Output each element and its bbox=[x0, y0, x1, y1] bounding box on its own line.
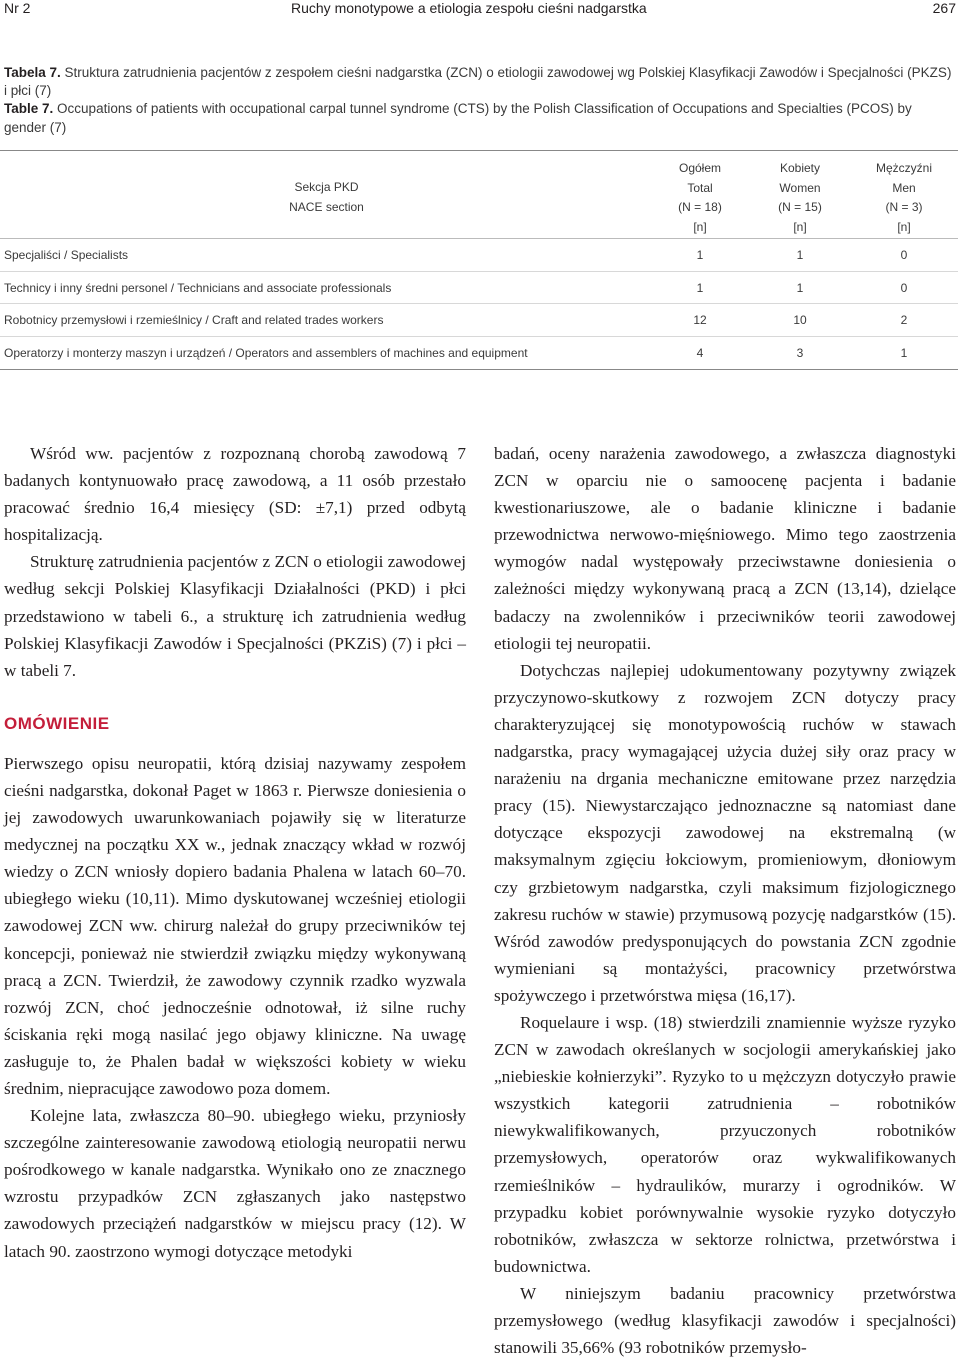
row-men: 0 bbox=[900, 280, 908, 295]
header-total-n: (N = 18) bbox=[678, 200, 722, 214]
row-total: 1 bbox=[696, 247, 704, 262]
paragraph: Kolejne lata, zwłaszcza 80–90. ubiegłego wieku, przyniosły szczególne zainteresowanie zawodową etiologią neuropatii nerwu pośrodkowego w kanale nadgarstka. Wynikało ono ze znacznego wzrostu przypadków ZCN zgłaszanych jako następstwo zawodowych przeciążeń nadgarstków w miejscu pracy (12). W latach 90. zaostrzono wymogi dotyczące metodyki bbox=[4, 1106, 466, 1261]
running-title: Ruchy monotypowe a etiologia zespołu cieśni nadgarstka bbox=[291, 0, 647, 16]
right-text-column bbox=[494, 440, 956, 1361]
table-header-row bbox=[0, 151, 958, 239]
row-men: 0 bbox=[900, 247, 908, 262]
header-section bbox=[0, 151, 650, 239]
row-occupation: Specjaliści / Specialists bbox=[4, 247, 129, 262]
row-women: 1 bbox=[796, 247, 804, 262]
header-total-en: Total bbox=[687, 180, 713, 195]
table-row bbox=[0, 304, 958, 337]
caption-polish-label: Tabela 7. bbox=[4, 65, 61, 80]
row-men: 2 bbox=[900, 313, 908, 328]
table-row bbox=[0, 337, 958, 370]
row-occupation: Technicy i inny średni personel / Technicians and associate professionals bbox=[4, 280, 392, 295]
paragraph: Dotychczas najlepiej udokumentowany pozytywny związek przyczynowo-skutkowy z rozwojem ZCN dotyczy pracy charakteryzującej się monotypowością ruchów w stawach nadgarstka, pracy wymagającej użycia dużej siły oraz pracy w narażeniu na drgania mechaniczne emitowane przez narzędzia pracy (15). Niewystarczająco jednoznaczne są natomiast dane dotyczące ekspozycji zawodowej na ekstremalną (w maksymalnym zgięciu łokciowym, promieniowym, dłoniowym czy grzbietowym nadgarstka, czyli maksimum fizjologicznego zakresu ruchów w stawie) przymusową pozycję nadgarstków (15). Wśród zawodów predysponujących do powstania ZCN zgodnie wymieniani są montażyści, pracownicy przetwórstwa spożywczego i przetwórstwa mięsa (16,17). bbox=[494, 660, 956, 1005]
paragraph: Roquelaure i wsp. (18) stwierdzili znamiennie wyższe ryzyko ZCN w zawodach określanych w socjologii amerykańskiej jako „niebieskie kołnierzyki”. Ryzyko to u mężczyzn dotyczyło prawie wszystkich kategorii zatrudnienia – robotników niewykwalifikowanych, przyuczonych robotników przemysłowych, operatorów oraz wykwalifikowanych rzemieślników – hydraulików, murarzy i ogrodników. W przypadku kobiet porównywalnie wysokie ryzyko dotyczyło robotników, zwłaszcza w sektorze rolnictwa, przetwórstwa i budownictwa. bbox=[494, 1012, 956, 1276]
caption-polish bbox=[4, 64, 954, 100]
paragraph: badań, oceny narażenia zawodowego, a zwłaszcza diagnostyki ZCN w oparciu nie o samoocenę pacjenta i badanie kwestionariuszowe, ale o badanie kliniczne i badanie przewodnictwa nerwowo-mięśniowego. Mimo tego zaostrzenia wymogów nadal występowały przeciwstawne doniesienia o zależności między wykonywaną pracą a ZCN (13,14), dzielące badaczy na zwolenników i przeciwników teorii zawodowej etiologii tej neuropatii. bbox=[494, 444, 956, 653]
paragraph: Pierwszego opisu neuropatii, którą dzisiaj nazywamy zespołem cieśni nadgarstka, dokonał Paget w 1863 r. Pierwsze doniesienia o jej zawodowych uwarunkowaniach pojawiły się w literaturze medycznej na początku XX w., jednak znaczący wkład w rozwój wiedzy o ZCN wniosły dopiero badania Phalena w latach 60–70. ubiegłego wieku (10,11). Mimo dyskutowanej wcześniej etiologii zawodowej ZCN ww. chirurg należał do grupy przeciwników tej koncepcji, ponieważ nie stwierdził związku między wykonywaną pracą a ZCN. Twierdził, że zawodowy czynnik rzadko wyzwala rozwój ZCN, choć jednocześnie odnotował, iż silne ruchy ściskania ręki mogą nasilać jego objawy kliniczne. Na uwagę zasługuje to, że Phalen badał w większości kobiety w wieku średnim, niepracujące zawodowo poza domem. bbox=[4, 753, 466, 1098]
header-women-en: Women bbox=[779, 180, 821, 195]
paragraph: W niniejszym badaniu pracownicy przetwórstwa przemysłowego (według klasyfikacji zawodów i specjalności) stanowili 35,66% (93 robotników przemysło- bbox=[494, 1283, 956, 1358]
header-women-pl: Kobiety bbox=[779, 161, 821, 175]
paragraph: Wśród ww. pacjentów z rozpoznaną chorobą zawodową 7 badanych kontynuowało pracę zawodową, a 11 osób przestało pracować średnio 16,4 miesięcy (SD: ±7,1) przed odbytą hospitalizacją. bbox=[4, 444, 466, 545]
header-men-unit: [n] bbox=[897, 219, 911, 234]
table-row bbox=[0, 239, 958, 272]
page-number: 267 bbox=[932, 0, 956, 16]
occupation-table bbox=[0, 150, 958, 370]
row-total: 1 bbox=[696, 280, 704, 295]
row-occupation: Robotnicy przemysłowi i rzemieślnicy / Craft and related trades workers bbox=[4, 313, 384, 328]
row-occupation: Operatorzy i monterzy maszyn i urządzeń / Operators and assemblers of machines and equipment bbox=[4, 345, 528, 360]
header-women-n: (N = 15) bbox=[778, 200, 822, 214]
header-men bbox=[850, 151, 958, 239]
left-text-column bbox=[4, 440, 466, 1265]
paragraph: Strukturę zatrudnienia pacjentów z ZCN o etiologii zawodowej według sekcji Polskiej Klasyfikacji Działalności (PKD) i płci przedstawiono w tabeli 6., a strukturę ich zatrudnienia według Polskiej Klasyfikacji Zawodów i Specjalności (PKZiS) (7) i płci – w tabeli 7. bbox=[4, 552, 466, 680]
row-women: 1 bbox=[796, 280, 804, 295]
header-men-en: Men bbox=[892, 180, 916, 195]
journal-issue-number: Nr 2 bbox=[4, 0, 31, 16]
header-men-n: (N = 3) bbox=[885, 200, 923, 214]
header-total-pl: Ogółem bbox=[678, 161, 722, 175]
running-header bbox=[4, 0, 956, 20]
table-captions bbox=[4, 64, 954, 137]
row-women: 10 bbox=[793, 313, 807, 328]
header-women-unit: [n] bbox=[793, 219, 807, 234]
section-heading: OMÓWIENIE bbox=[4, 713, 110, 733]
row-total: 4 bbox=[696, 345, 704, 360]
header-total bbox=[650, 151, 750, 239]
row-men: 1 bbox=[900, 345, 908, 360]
caption-english-text: Occupations of patients with occupational carpal tunnel syndrome (CTS) by the Polish Classification of Occupations and Specialties (PCOS) by gender (7) bbox=[4, 101, 912, 135]
caption-english-label: Table 7. bbox=[4, 101, 54, 117]
header-women bbox=[750, 151, 850, 239]
header-section-pl: Sekcja PKD bbox=[294, 180, 359, 194]
header-men-pl: Mężczyźni bbox=[875, 161, 932, 175]
row-total: 12 bbox=[693, 313, 707, 328]
table-row bbox=[0, 271, 958, 304]
header-section-en: NACE section bbox=[289, 199, 364, 214]
header-total-unit: [n] bbox=[693, 219, 707, 234]
caption-english bbox=[4, 100, 954, 136]
caption-polish-text: Struktura zatrudnienia pacjentów z zespołem cieśni nadgarstka (ZCN) o etiologii zawodowej wg Polskiej Klasyfikacji Zawodów i Specjalności (PKZS) i płci (7) bbox=[4, 65, 952, 99]
row-women: 3 bbox=[796, 345, 804, 360]
